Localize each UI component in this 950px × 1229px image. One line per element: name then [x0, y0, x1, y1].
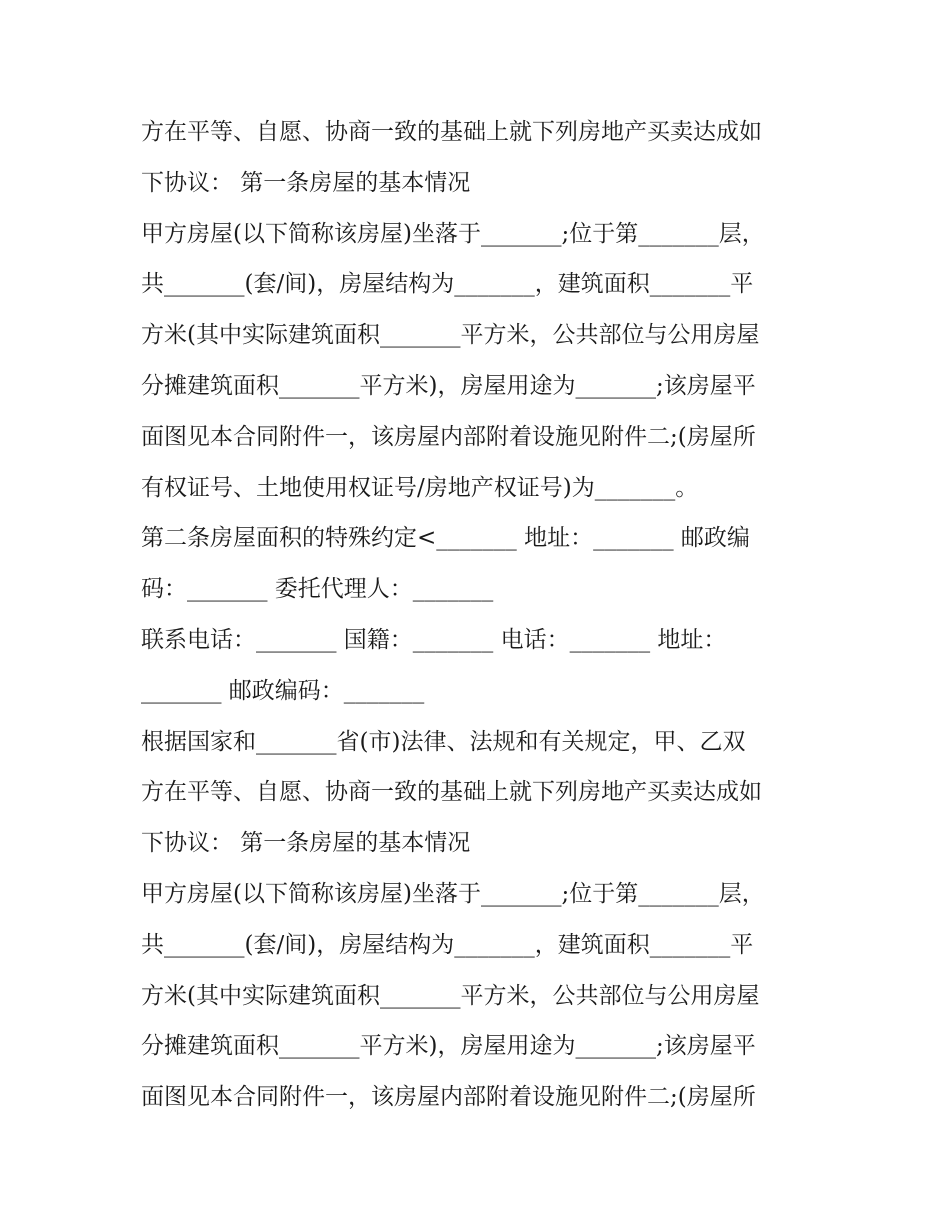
text-line: 有权证号、土地使用权证号/房地产权证号)为_______。 [141, 474, 699, 501]
text-line: _______ 邮政编码：_______ [141, 677, 425, 704]
text-line: 联系电话：_______ 国籍：_______ 电话：_______ 地址： [141, 626, 727, 653]
text-line: 分摊建筑面积_______平方米)，房屋用途为_______;该房屋平 [141, 1033, 756, 1060]
text-line: 下协议： 第一条房屋的基本情况 [141, 169, 471, 196]
text-line: 第二条房屋面积的特殊约定<_______ 地址：_______ 邮政编 [141, 525, 750, 552]
contract-text-body [141, 107, 821, 1123]
text-line: 下协议： 第一条房屋的基本情况 [141, 830, 471, 857]
text-line: 共_______(套/间)，房屋结构为_______，建筑面积_______平 [141, 271, 754, 298]
text-line: 分摊建筑面积_______平方米)，房屋用途为_______;该房屋平 [141, 372, 756, 399]
text-line: 方米(其中实际建筑面积_______平方米，公共部位与公用房屋 [141, 322, 760, 349]
text-line: 方在平等、自愿、协商一致的基础上就下列房地产买卖达成如 [141, 779, 762, 806]
text-line: 方米(其中实际建筑面积_______平方米，公共部位与公用房屋 [141, 982, 760, 1009]
text-line: 甲方房屋(以下简称该房屋)坐落于_______;位于第_______层， [141, 880, 765, 907]
text-line: 方在平等、自愿、协商一致的基础上就下列房地产买卖达成如 [141, 119, 762, 145]
text-line: 面图见本合同附件一，该房屋内部附着设施见附件二;(房屋所 [141, 423, 756, 450]
text-line: 共_______(套/间)，房屋结构为_______，建筑面积_______平 [141, 931, 754, 958]
text-line: 甲方房屋(以下简称该房屋)坐落于_______;位于第_______层， [141, 220, 765, 247]
text-line: 码：_______ 委托代理人：_______ [141, 576, 494, 603]
text-line: 面图见本合同附件一，该房屋内部附着设施见附件二;(房屋所 [141, 1084, 756, 1111]
text-line: 根据国家和_______省(市)法律、法规和有关规定，甲、乙双 [141, 728, 746, 755]
